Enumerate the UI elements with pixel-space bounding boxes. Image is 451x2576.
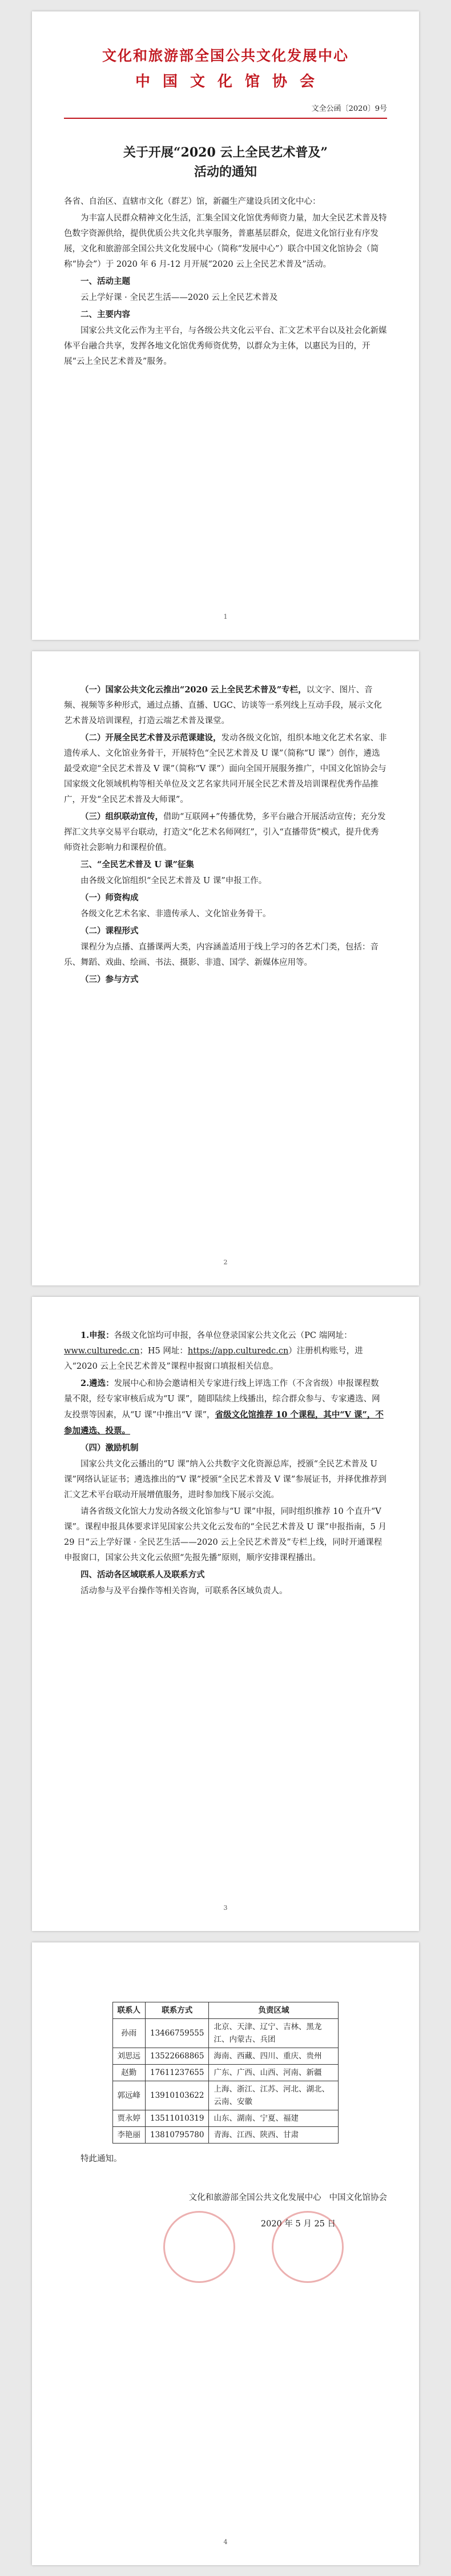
section-3-heading: 三、“全民艺术普及 U 课”征集	[80, 860, 194, 870]
contact-region: 青海、江西、陕西、甘肃	[209, 2127, 339, 2144]
document-number: 文全公函〔2020〕9号	[311, 105, 387, 113]
section-3a-text: 各级文化艺术名家、非遗传承人、文化馆业务骨干。	[80, 910, 271, 919]
contact-name: 刘思远	[112, 2048, 146, 2065]
official-seal-icon	[272, 2211, 344, 2283]
header-contact: 联系人	[112, 2002, 146, 2019]
item-a-label: （一）国家公共文化云推出“2020 云上全民艺术普及”专栏，	[80, 685, 307, 695]
contact-name: 孙雨	[112, 2019, 146, 2048]
table-row	[112, 2048, 339, 2065]
contact-region: 上海、浙江、江苏、河北、湖北、云南、安徽	[209, 2081, 339, 2110]
contact-region: 北京、天津、辽宁、吉林、黑龙江、内蒙古、兵团	[209, 2019, 339, 2048]
section-1-heading: 一、活动主题	[80, 277, 130, 286]
contact-phone: 13910103622	[146, 2081, 209, 2110]
contact-name: 郭远峰	[112, 2081, 146, 2110]
contact-name: 贾永婷	[112, 2110, 146, 2127]
item-c-text: 借助“互联网+”传播优势，多平台融合开展活动宣传；充分发挥汇文共享交易平台联动，打造文“化艺术名师网红”，引入“直播带货”模式，提升优秀师资社会影响力和课程价值。	[64, 812, 386, 852]
page-number: 2	[223, 1259, 228, 1266]
section-2-heading: 二、主要内容	[80, 310, 130, 319]
item-c-paragraph	[64, 809, 387, 856]
section-4-heading: 四、活动各区域联系人及联系方式	[80, 1570, 205, 1580]
contact-name: 李艳丽	[112, 2127, 146, 2144]
header-issuer-line2: 中国文化馆协会	[135, 73, 327, 90]
table-row	[112, 2081, 339, 2110]
page-number: 3	[223, 1904, 228, 1912]
contact-region: 广东、广西、山西、河南、新疆	[209, 2065, 339, 2081]
item-b-paragraph	[64, 730, 387, 808]
intro-paragraph: 为丰富人民群众精神文化生活，汇集全国文化馆优秀师资力量，加大全民艺术普及特色数字资源供给，提供优质公共文化共享服务，普惠基层群众，促进文化馆行业有序发展，文化和旅游部全国公共文化发展中心（简称“发展中心”）联合中国文化馆协会（简称“协会”）于 2020 年 6 月-12 月开展“2020 云上全民艺术普及”活动。	[64, 214, 387, 269]
section-3-text: 由各级文化馆组织“全民艺术普及 U 课”申报工作。	[80, 876, 267, 886]
document-page-2	[32, 651, 419, 1285]
section-3d-heading: （四）激励机制	[80, 1443, 139, 1453]
contact-region: 海南、西藏、四川、重庆、贵州	[209, 2048, 339, 2065]
apply-text-a: 各级文化馆均可申报，各单位登录国家公共文化云（PC 端网址：	[114, 1331, 352, 1340]
item-b-label: （二）开展全民艺术普及示范课建设，	[80, 733, 222, 743]
contact-phone: 13522668865	[146, 2048, 209, 2065]
red-header	[64, 11, 387, 91]
table-row	[112, 2127, 339, 2144]
closing-line: 特此通知。	[80, 2154, 122, 2164]
title-line2: 活动的通知	[194, 165, 257, 179]
signature-block	[64, 2190, 387, 2206]
document-page-3	[32, 1297, 419, 1931]
apply-label: 1.申报：	[80, 1331, 114, 1340]
signer-1: 文化和旅游部全国公共文化发展中心	[188, 2193, 321, 2202]
document-page-4	[32, 1942, 419, 2565]
contact-region: 山东、湖南、宁夏、福建	[209, 2110, 339, 2127]
section-1-text: 云上学好课 · 全民艺生活——2020 云上全民艺术普及	[80, 293, 278, 302]
title-line1: 关于开展“2020 云上全民艺术普及”	[123, 145, 328, 160]
contact-phone: 13466759555	[146, 2019, 209, 2048]
h5-url-link[interactable]: https://app.culturedc.cn	[187, 1347, 289, 1356]
apply-text-c: ）注册机构账号，进入“2020 云上全民艺术普及”课程申报窗口填报相关信息。	[64, 1347, 363, 1371]
section-3c-heading: （三）参与方式	[80, 975, 139, 984]
incentive-paragraph-1: 国家公共文化云播出的“U 课”纳入公共数字文化资源总库，授颁“全民艺术普及 U 课”网络认证证书；遴选推出的“V 课”授颁“全民艺术普及 V 课”参展证书，并择优推荐到汇文艺术平台联动开展增值服务，进时参加线下展示交流。	[64, 1460, 386, 1500]
pc-url-link[interactable]: www.culturedc.cn	[64, 1347, 140, 1356]
contacts-table	[112, 2002, 339, 2144]
selection-text: 发展中心和协会邀请相关专家进行线上评选工作（不含省级）申报课程数量不限，经专家审核后成为“U 课”，随即陆续上线播出，综合群众参与、专家遴选、网友投票等因素，从“U 课”中推出“V 课”，	[64, 1379, 380, 1420]
addressee: 各省、自治区、直辖市文化（群艺）馆，新疆生产建设兵团文化中心：	[64, 197, 321, 206]
header-phone: 联系方式	[146, 2002, 209, 2019]
table-header-row	[112, 2002, 339, 2019]
table-row	[112, 2110, 339, 2127]
table-row	[112, 2019, 339, 2048]
official-seal-icon	[163, 2211, 235, 2283]
section-4-text: 活动参与及平台操作等相关咨询，可联系各区域负责人。	[80, 1587, 288, 1596]
item-a-paragraph	[64, 682, 387, 729]
page-number: 4	[223, 2538, 228, 2546]
contact-name: 赵勤	[112, 2065, 146, 2081]
selection-bold-note: 省级文化馆推荐 10 个课程，其中“V 课”，不参加遴选、投票。	[64, 1410, 384, 1436]
apply-text-b: ；H5 网址：	[139, 1347, 188, 1356]
incentive-paragraph-2: 请各省级文化馆大力发动各级文化馆参与“U 课”申报，同时组织推荐 10 个直升“V 课”。课程申报具体要求详见国家公共文化云发布的“全民艺术普及 U 课”申报指南，5 月 29 日“云上学好课 · 全民艺生活——2020 云上全民艺术普及”专栏上线，同时开通课程申报窗口，国家公共文化云依照“先报先播”原则，顺序安排课程播出。	[64, 1507, 387, 1563]
section-3b-text: 课程分为点播、直播课两大类，内容涵盖适用于线上学习的各艺术门类，包括：音乐、舞蹈、戏曲、绘画、书法、摄影、非遗、国学、新媒体应用等。	[64, 943, 378, 967]
section-3a-heading: （一）师资构成	[80, 893, 139, 903]
header-issuer-line1: 文化和旅游部全国公共文化发展中心	[102, 47, 349, 64]
contact-phone: 13810795780	[146, 2127, 209, 2144]
issue-date: 2020 年 5 月 25 日	[260, 2220, 336, 2229]
selection-paragraph	[64, 1376, 387, 1439]
section-2-text: 国家公共文化云作为主平台，与各级公共文化云平台、汇文艺术平台以及社会化新媒体平台融合共享，发挥各地文化馆优秀师资优势，以群众为主体，以惠民为目的，开展“云上全民艺术普及”服务。	[64, 326, 387, 366]
document-page-1	[32, 11, 419, 640]
header-region: 负责区域	[209, 2002, 339, 2019]
contact-phone: 17611237655	[146, 2065, 209, 2081]
apply-paragraph	[64, 1328, 387, 1375]
contact-phone: 13511010319	[146, 2110, 209, 2127]
item-b-text: 发动各级文化馆，组织本地文化艺术名家、非遗传承人、文化馆业务骨干，开展特色“全民艺术普及 U 课”（简称“U 课”）创作，遴选最受欢迎“全民艺术普及 V 课”（简称“V 课”）面向全国开展服务推广，中国文化馆协会与国家级文化领域机构等相关单位及文艺名家共同开展全民艺术普及培训课程优秀作品推广，开发“全民艺术普及大师课”。	[64, 734, 387, 804]
item-c-label: （三）组织联动宣传，	[80, 812, 163, 822]
item-a-text: 以文字、图片、音频、视频等多种形式，通过点播、直播、UGC、访谈等一系列线上互动手段，展示文化艺术普及培训课程，打造云端艺术普及课堂。	[64, 686, 382, 726]
selection-label: 2.遴选：	[80, 1379, 114, 1388]
section-3b-heading: （二）课程形式	[80, 926, 139, 936]
document-title	[64, 143, 387, 182]
signer-2: 中国文化馆协会	[329, 2193, 387, 2202]
page-number: 1	[223, 613, 228, 620]
red-divider	[64, 118, 387, 119]
table-row	[112, 2065, 339, 2081]
